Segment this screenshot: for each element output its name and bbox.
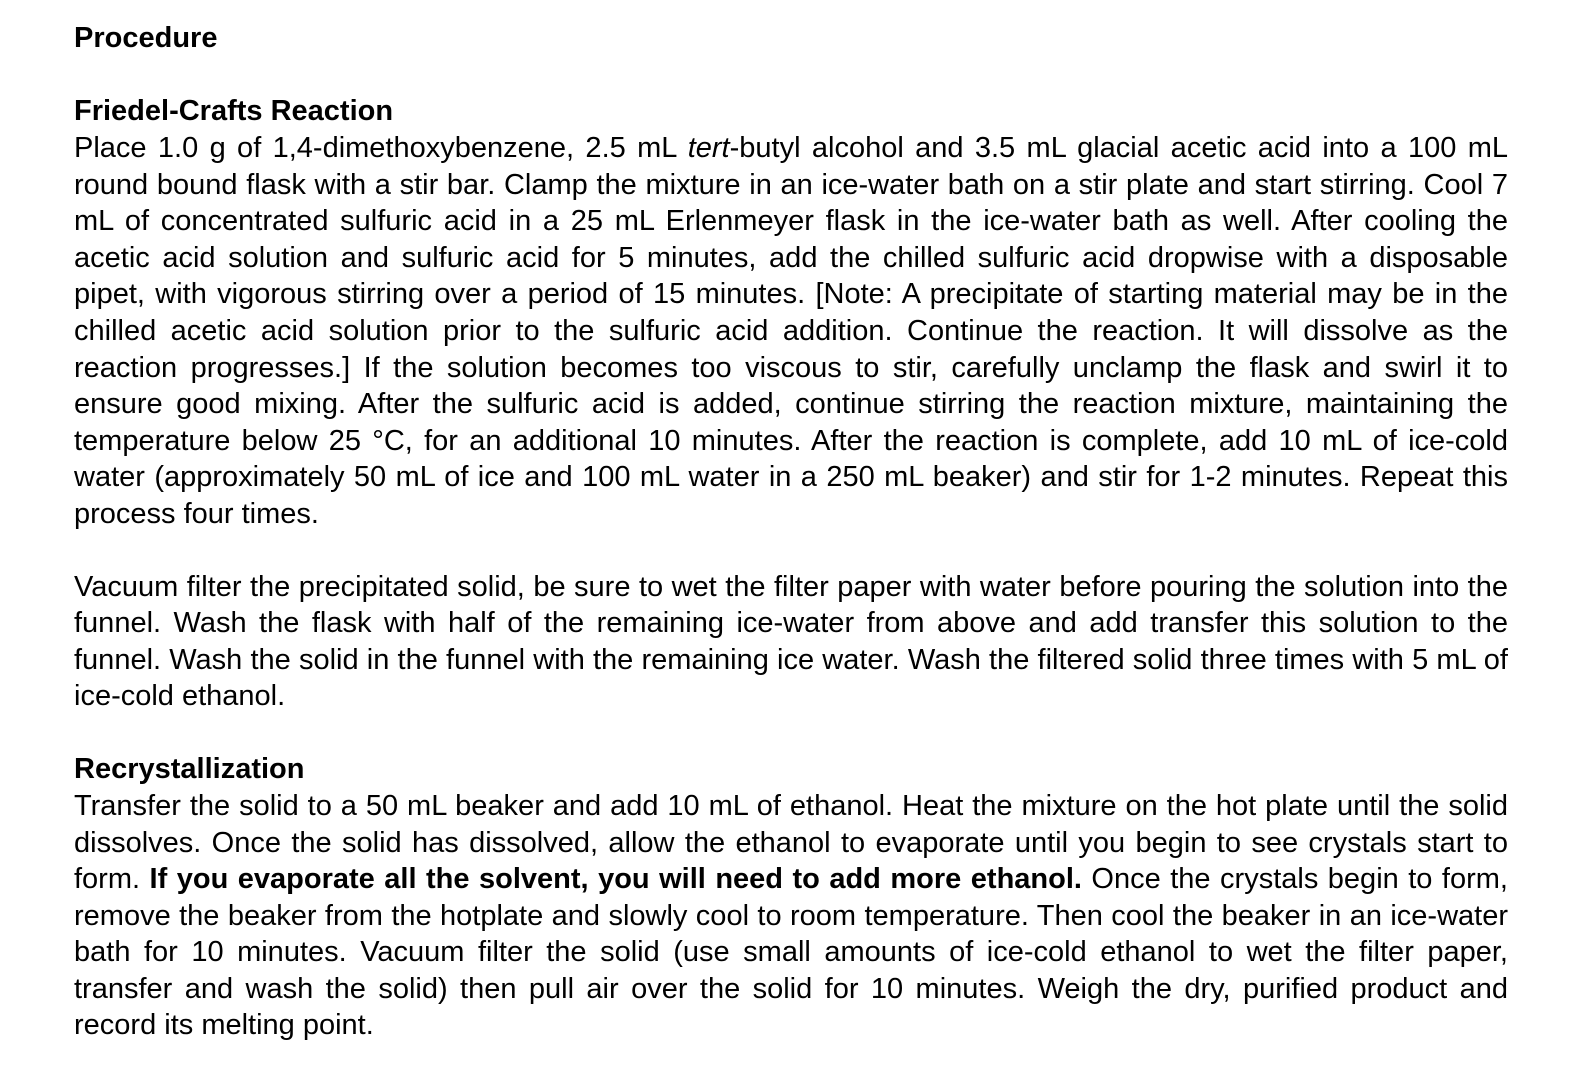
document-page — [74, 20, 1508, 1044]
bold-warning-text: If you evaporate all the solvent, you will need to add more ethanol. — [149, 863, 1082, 896]
spacer — [74, 715, 1508, 751]
paragraph-text: Transfer the solid to a 50 mL beaker and add 10 mL of ethanol. Heat the mixture on the hot plate until the solid dissolves. Once the solid has dissolved, allow the ethanol to evaporate until you begin to see crystals start to form. — [74, 789, 1508, 896]
section-heading-recrystallization: Recrystallization — [74, 752, 305, 785]
italic-text: tert — [687, 132, 730, 164]
paragraph-text: Place 1.0 g of 1,4-dimethoxybenzene, 2.5 mL — [74, 132, 688, 164]
friedel-crafts-procedure-paragraph — [74, 130, 1508, 533]
paragraph-text: Once the crystals begin to form, remove the beaker from the hotplate and slowly cool to room temperature. Then cool the beaker in an ice-water bath for 10 minutes. Vacuum filter the solid (use small amounts of ice-cold ethanol to wet the filter paper, transfer and wash the solid) then pull air over the solid for 10 minutes. Weigh the dry, purified product and record its melting point. — [74, 863, 1508, 1042]
recrystallization-paragraph — [74, 788, 1508, 1044]
vacuum-filter-paragraph: Vacuum filter the precipitated solid, be sure to wet the filter paper with water before pouring the solution into the funnel. Wash the flask with half of the remaining ice-water from above and add transfer this solution to the funnel. Wash the solid in the funnel with the remaining ice water. Wash the filtered solid three times with 5 mL of ice-cold ethanol. — [74, 570, 1508, 713]
section-heading-friedel-crafts: Friedel-Crafts Reaction — [74, 95, 394, 127]
spacer — [74, 57, 1508, 93]
spacer — [74, 533, 1508, 569]
paragraph-text: -butyl alcohol and 3.5 mL glacial acetic acid into a 100 mL round bound flask with a stir bar. Clamp the mixture in an ice-water bath on a stir plate and start stirring. Cool 7 mL of concentrated sulfuric acid in a 25 mL Erlenmeyer flask in the ice-water bath as well. After cooling the acetic acid solution and sulfuric acid for 5 minutes, add the chilled sulfuric acid dropwise with a disposable pipet, with vigorous stirring over a period of 15 minutes. [Note: A precipitate of starting material may be in the chilled acetic acid solution prior to the sulfuric acid addition. Continue the reaction. It will dissolve as the reaction progresses.] If the solution becomes too viscous to stir, carefully unclamp the flask and swirl it to ensure good mixing. After the sulfuric acid is added, continue stirring the reaction mixture, maintaining the temperature below 25 °C, for an additional 10 minutes. After the reaction is complete, add 10 mL of ice-cold water (approximately 50 mL of ice and 100 mL water in a 250 mL beaker) and stir for 1-2 minutes. Repeat this process four times. — [74, 132, 1508, 530]
page-title: Procedure — [74, 22, 218, 54]
